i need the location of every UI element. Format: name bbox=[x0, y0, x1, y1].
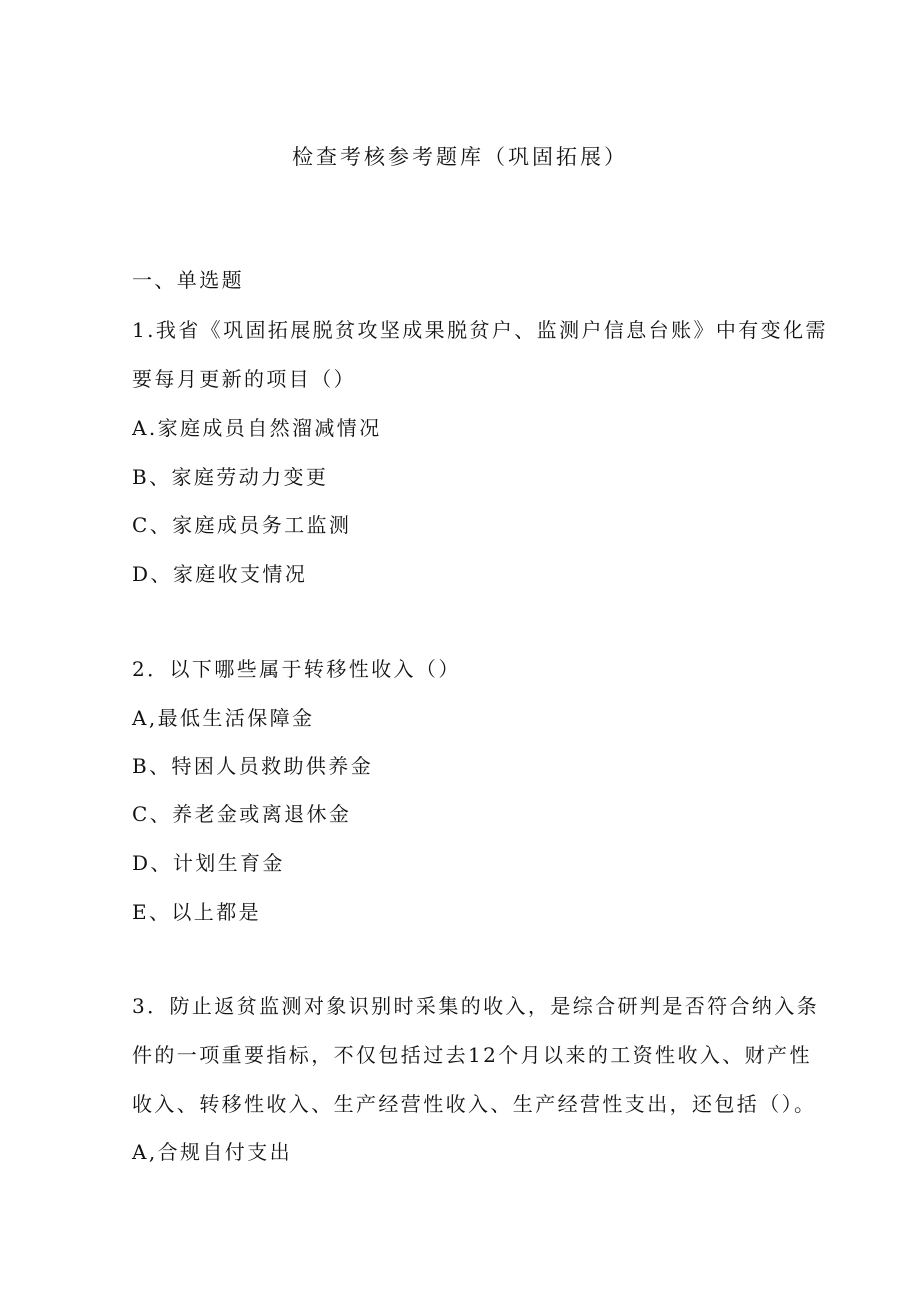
question-2-option-e: E、以上都是 bbox=[132, 900, 261, 924]
section-heading: 一、单选题 bbox=[132, 268, 244, 292]
question-1-text-line-1: 1.我省《巩固拓展脱贫攻坚成果脱贫户、监测户信息台账》中有变化需 bbox=[132, 318, 828, 342]
question-3-text-line-2: 件的一项重要指标，不仅包括过去12个月以来的工资性收入、财产性 bbox=[132, 1043, 812, 1067]
document-title: 检查考核参考题库（巩固拓展） bbox=[292, 145, 628, 169]
question-3-option-a: A,合规自付支出 bbox=[132, 1140, 293, 1164]
question-3-text-line-1: 3．防止返贫监测对象识别时采集的收入，是综合研判是否符合纳入条 bbox=[132, 994, 820, 1018]
question-1-option-a: A.家庭成员自然溜减情况 bbox=[132, 416, 382, 440]
question-1-text-line-2: 要每月更新的项目（） bbox=[132, 367, 356, 391]
question-1-option-c: C、家庭成员务工监测 bbox=[132, 513, 352, 537]
question-1-option-d: D、家庭收支情况 bbox=[132, 562, 308, 586]
question-2-option-c: C、养老金或离退休金 bbox=[132, 802, 352, 826]
question-2-option-a: A,最低生活保障金 bbox=[132, 706, 315, 730]
question-2-option-b: B、特困人员救助供养金 bbox=[132, 754, 374, 778]
question-2-text-line-1: 2．以下哪些属于转移性收入（） bbox=[132, 657, 461, 681]
question-2-option-d: D、计划生育金 bbox=[132, 851, 285, 875]
question-1-option-b: B、家庭劳动力变更 bbox=[132, 465, 329, 489]
question-3-text-line-3: 收入、转移性收入、生产经营性收入、生产经营性支出，还包括（）。 bbox=[132, 1092, 817, 1116]
